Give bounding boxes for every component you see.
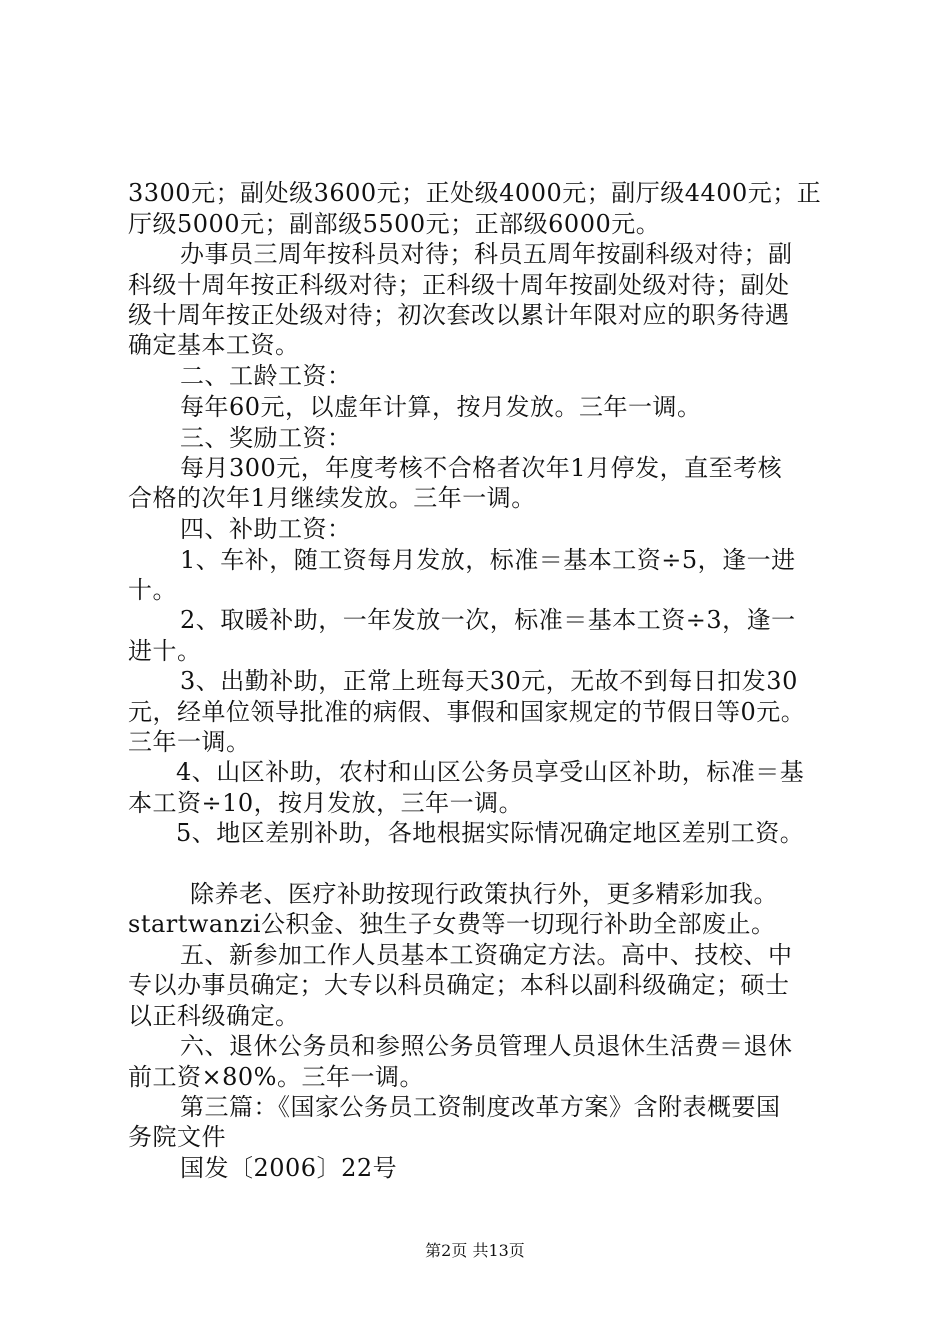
text-line: 每年60元，以虚年计算，按月发放。三年一调。 (180, 393, 702, 421)
text-line: 除养老、医疗补助按现行政策执行外，更多精彩加我。 (190, 880, 778, 908)
text-line: 三年一调。 (128, 728, 251, 756)
text-line: 进十。 (128, 637, 202, 665)
text-line: 十。 (128, 576, 177, 604)
text-line: 1、车补，随工资每月发放，标准＝基本工资÷5，逢一进 (180, 546, 796, 574)
text-line: 以正科级确定。 (128, 1002, 300, 1030)
section-heading: 三、奖励工资： (180, 424, 352, 452)
text-line: 办事员三周年按科员对待；科员五周年按副科级对待；副 (180, 240, 793, 268)
text-line: 本工资÷10，按月发放，三年一调。 (128, 789, 524, 817)
text-line: 合格的次年1月继续发放。三年一调。 (128, 484, 536, 512)
text-line: 务院文件 (128, 1123, 226, 1151)
text-line: 元，经单位领导批准的病假、事假和国家规定的节假日等0元。 (128, 698, 806, 726)
text-line: 2、取暖补助，一年发放一次，标准＝基本工资÷3，逢一 (180, 606, 796, 634)
text-line: 科级十周年按正科级对待；正科级十周年按副处级对待；副处 (128, 271, 790, 299)
text-line: startwanzi公积金、独生子女费等一切现行补助全部废止。 (128, 910, 776, 938)
text-line: 厅级5000元；副部级5500元；正部级6000元。 (128, 210, 661, 238)
section-heading: 四、补助工资： (180, 515, 352, 543)
text-line: 4、山区补助，农村和山区公务员享受山区补助，标准＝基 (176, 758, 805, 786)
text-line: 确定基本工资。 (128, 331, 300, 359)
text-line: 3、出勤补助，正常上班每天30元，无故不到每日扣发30 (180, 667, 798, 695)
text-line: 五、新参加工作人员基本工资确定方法。高中、技校、中 (180, 941, 793, 969)
text-line: 六、退休公务员和参照公务员管理人员退休生活费＝退休 (180, 1032, 793, 1060)
text-line: 每月300元，年度考核不合格者次年1月停发，直至考核 (180, 454, 783, 482)
text-line: 3300元；副处级3600元；正处级4000元；副厅级4400元；正 (128, 179, 822, 207)
text-line: 5、地区差别补助，各地根据实际情况确定地区差别工资。 (176, 819, 805, 847)
section-heading: 二、工龄工资： (180, 362, 352, 390)
text-line: 前工资×80%。三年一调。 (128, 1063, 424, 1091)
text-line: 级十周年按正处级对待；初次套改以累计年限对应的职务待遇 (128, 301, 790, 329)
page-number-footer: 第2页 共13页 (425, 1241, 525, 1260)
document-number: 国发〔2006〕22号 (180, 1154, 398, 1182)
section-heading: 第三篇：《国家公务员工资制度改革方案》含附表概要国 (180, 1093, 781, 1121)
text-line: 专以办事员确定；大专以科员确定；本科以副科级确定；硕士 (128, 971, 790, 999)
